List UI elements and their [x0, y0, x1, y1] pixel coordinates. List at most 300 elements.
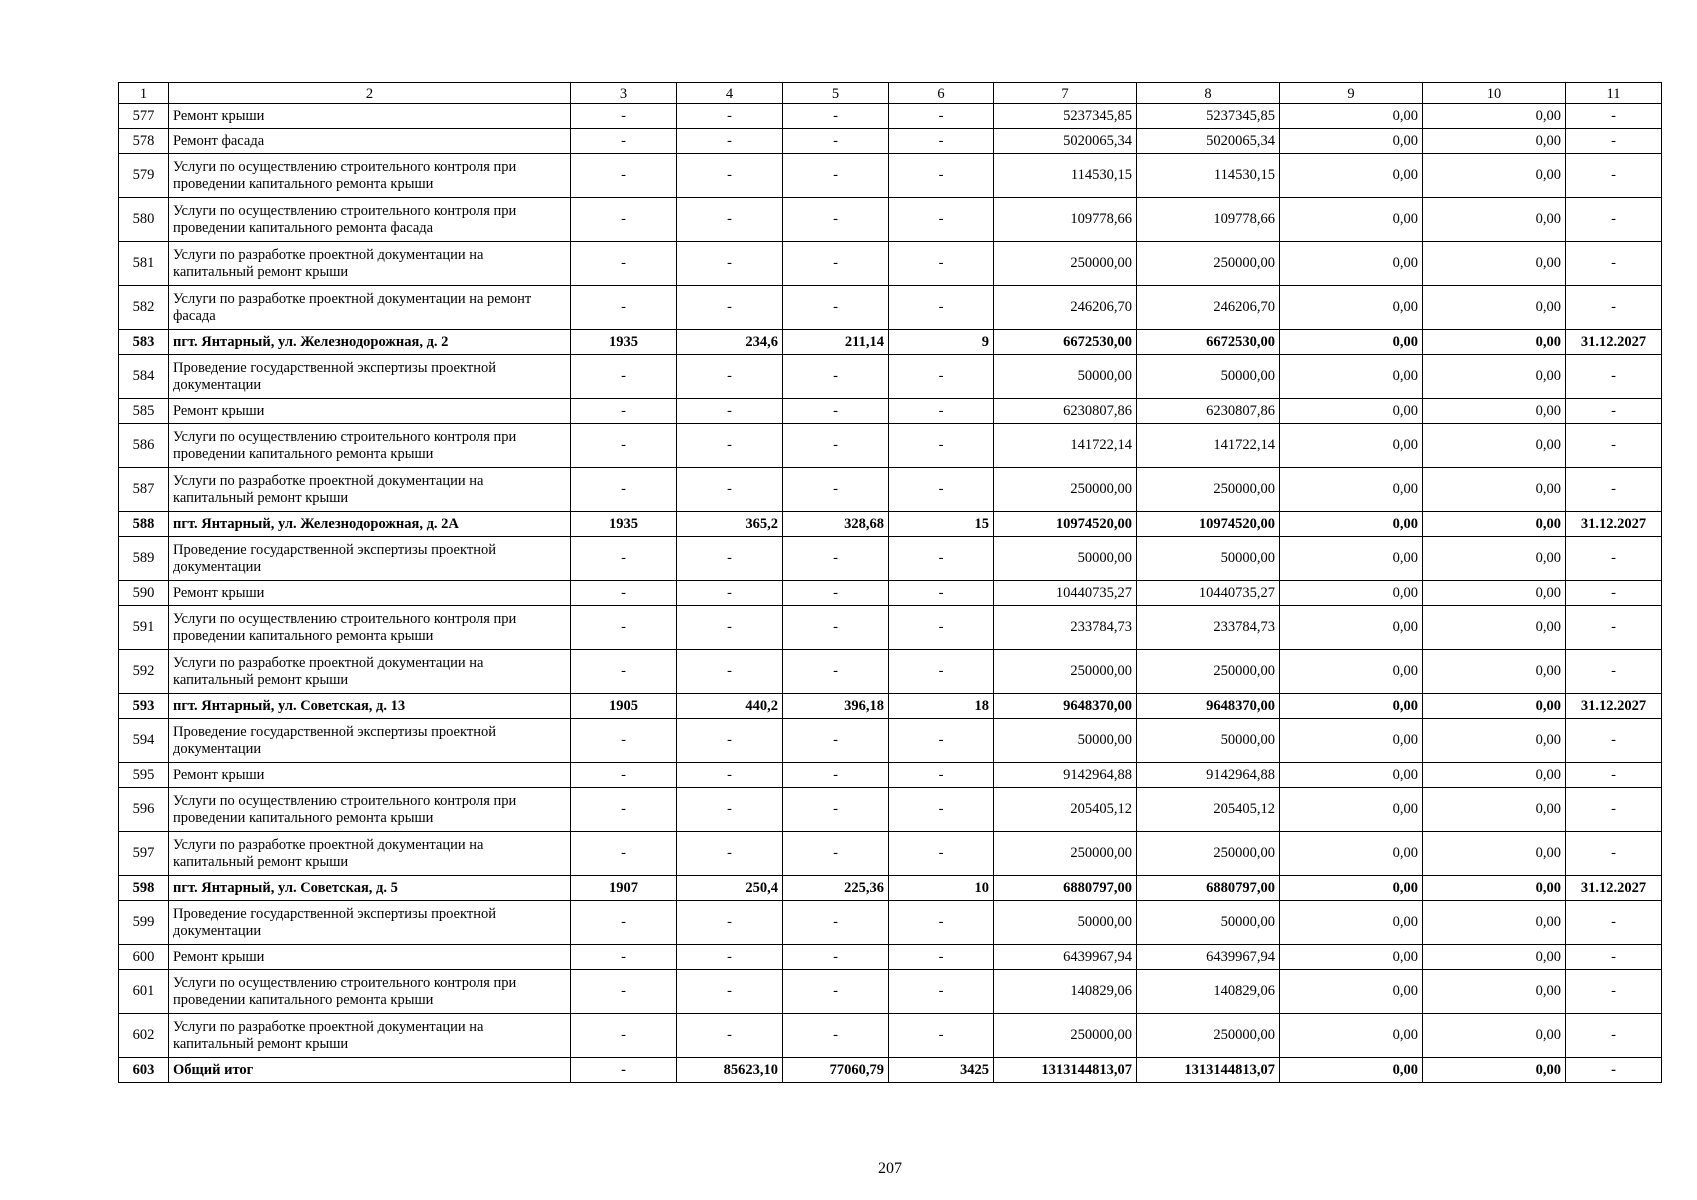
row-number: 581	[119, 242, 169, 286]
cell-col-11: -	[1566, 581, 1662, 606]
table-row	[119, 606, 1662, 650]
cell-col-8: 6880797,00	[1137, 876, 1280, 901]
work-description: Проведение государственной экспертизы проектной документации	[169, 537, 571, 581]
cell-col-4: -	[677, 537, 783, 581]
work-description: Услуги по осуществлению строительного контроля при проведении капитального ремонта крыши	[169, 788, 571, 832]
cell-col-4: -	[677, 945, 783, 970]
cell-col-9: 0,00	[1280, 606, 1423, 650]
cell-col-8: 140829,06	[1137, 970, 1280, 1014]
cell-col-11: -	[1566, 1058, 1662, 1083]
work-description: пгт. Янтарный, ул. Железнодорожная, д. 2	[169, 330, 571, 355]
row-number: 603	[119, 1058, 169, 1083]
cell-col-7: 246206,70	[994, 286, 1137, 330]
cell-col-10: 0,00	[1423, 901, 1566, 945]
cell-col-7: 6672530,00	[994, 330, 1137, 355]
cell-col-10: 0,00	[1423, 242, 1566, 286]
cell-col-4: -	[677, 242, 783, 286]
cell-col-10: 0,00	[1423, 581, 1566, 606]
cell-col-9: 0,00	[1280, 468, 1423, 512]
cell-col-4: 440,2	[677, 694, 783, 719]
table-row	[119, 198, 1662, 242]
cell-col-6: -	[889, 788, 994, 832]
cell-col-3: -	[571, 198, 677, 242]
table-row	[119, 154, 1662, 198]
cell-col-11: -	[1566, 104, 1662, 129]
cell-col-11: -	[1566, 468, 1662, 512]
cell-col-4: -	[677, 970, 783, 1014]
page-number: 207	[878, 1160, 902, 1177]
column-number-header-row	[119, 83, 1662, 104]
cell-col-8: 114530,15	[1137, 154, 1280, 198]
row-number: 582	[119, 286, 169, 330]
row-number: 583	[119, 330, 169, 355]
row-number: 601	[119, 970, 169, 1014]
cell-col-7: 250000,00	[994, 650, 1137, 694]
cell-col-8: 5237345,85	[1137, 104, 1280, 129]
cell-col-11: -	[1566, 901, 1662, 945]
cell-col-7: 114530,15	[994, 154, 1137, 198]
cell-col-3: -	[571, 606, 677, 650]
cell-col-3: -	[571, 399, 677, 424]
row-number: 595	[119, 763, 169, 788]
table-row	[119, 581, 1662, 606]
cell-col-7: 50000,00	[994, 719, 1137, 763]
table-row	[119, 650, 1662, 694]
cell-col-7: 141722,14	[994, 424, 1137, 468]
col-header-5: 5	[783, 83, 889, 104]
cell-col-9: 0,00	[1280, 650, 1423, 694]
cell-col-5: 396,18	[783, 694, 889, 719]
cell-col-4: -	[677, 606, 783, 650]
cell-col-11: -	[1566, 129, 1662, 154]
table-row	[119, 832, 1662, 876]
table-row	[119, 424, 1662, 468]
cell-col-4: -	[677, 399, 783, 424]
row-number: 592	[119, 650, 169, 694]
cell-col-5: -	[783, 537, 889, 581]
cell-col-3: 1935	[571, 512, 677, 537]
table-body	[119, 83, 1662, 1083]
cell-col-5: -	[783, 424, 889, 468]
cell-col-6: 10	[889, 876, 994, 901]
cell-col-3: 1905	[571, 694, 677, 719]
cell-col-3: -	[571, 129, 677, 154]
cell-col-7: 1313144813,07	[994, 1058, 1137, 1083]
cell-col-4: -	[677, 154, 783, 198]
work-description: Проведение государственной экспертизы проектной документации	[169, 719, 571, 763]
cell-col-7: 50000,00	[994, 537, 1137, 581]
work-description: пгт. Янтарный, ул. Советская, д. 5	[169, 876, 571, 901]
cell-col-8: 6230807,86	[1137, 399, 1280, 424]
cell-col-5: -	[783, 104, 889, 129]
cell-col-8: 10974520,00	[1137, 512, 1280, 537]
work-description: Услуги по разработке проектной документации на капитальный ремонт крыши	[169, 468, 571, 512]
col-header-4: 4	[677, 83, 783, 104]
address-row	[119, 876, 1662, 901]
cell-col-4: -	[677, 424, 783, 468]
cell-col-11: 31.12.2027	[1566, 694, 1662, 719]
row-number: 589	[119, 537, 169, 581]
cell-col-8: 250000,00	[1137, 468, 1280, 512]
cell-col-5: -	[783, 355, 889, 399]
cell-col-8: 6672530,00	[1137, 330, 1280, 355]
col-header-3: 3	[571, 83, 677, 104]
cell-col-9: 0,00	[1280, 1058, 1423, 1083]
work-description: Ремонт крыши	[169, 763, 571, 788]
table-row	[119, 945, 1662, 970]
cell-col-5: -	[783, 154, 889, 198]
cell-col-6: 15	[889, 512, 994, 537]
cell-col-4: -	[677, 901, 783, 945]
work-description: Услуги по разработке проектной документации на капитальный ремонт крыши	[169, 242, 571, 286]
cell-col-10: 0,00	[1423, 537, 1566, 581]
cell-col-9: 0,00	[1280, 719, 1423, 763]
cell-col-9: 0,00	[1280, 581, 1423, 606]
row-number: 590	[119, 581, 169, 606]
cell-col-5: -	[783, 581, 889, 606]
work-description: Услуги по осуществлению строительного контроля при проведении капитального ремонта крыши	[169, 606, 571, 650]
row-number: 602	[119, 1014, 169, 1058]
cell-col-5: -	[783, 970, 889, 1014]
cell-col-6: -	[889, 198, 994, 242]
cell-col-6: -	[889, 1014, 994, 1058]
cell-col-6: -	[889, 945, 994, 970]
work-description: Услуги по осуществлению строительного контроля при проведении капитального ремонта крыши	[169, 154, 571, 198]
table-row	[119, 719, 1662, 763]
cell-col-8: 50000,00	[1137, 719, 1280, 763]
cell-col-11: -	[1566, 399, 1662, 424]
cell-col-4: -	[677, 198, 783, 242]
cell-col-3: -	[571, 242, 677, 286]
cell-col-9: 0,00	[1280, 198, 1423, 242]
cell-col-11: -	[1566, 650, 1662, 694]
cell-col-4: -	[677, 1014, 783, 1058]
cell-col-4: -	[677, 719, 783, 763]
cell-col-3: -	[571, 763, 677, 788]
row-number: 587	[119, 468, 169, 512]
cell-col-10: 0,00	[1423, 468, 1566, 512]
cell-col-5: 77060,79	[783, 1058, 889, 1083]
cell-col-7: 50000,00	[994, 901, 1137, 945]
cell-col-9: 0,00	[1280, 286, 1423, 330]
cell-col-9: 0,00	[1280, 399, 1423, 424]
cell-col-6: -	[889, 970, 994, 1014]
cell-col-9: 0,00	[1280, 355, 1423, 399]
cell-col-11: 31.12.2027	[1566, 876, 1662, 901]
cell-col-8: 50000,00	[1137, 355, 1280, 399]
cell-col-7: 10974520,00	[994, 512, 1137, 537]
cell-col-4: -	[677, 832, 783, 876]
cell-col-6: -	[889, 424, 994, 468]
table-row	[119, 242, 1662, 286]
cell-col-8: 50000,00	[1137, 901, 1280, 945]
cell-col-4: -	[677, 129, 783, 154]
cell-col-11: 31.12.2027	[1566, 512, 1662, 537]
cell-col-3: -	[571, 355, 677, 399]
cell-col-8: 233784,73	[1137, 606, 1280, 650]
table-row	[119, 286, 1662, 330]
cell-col-5: -	[783, 198, 889, 242]
cell-col-7: 250000,00	[994, 468, 1137, 512]
cell-col-3: -	[571, 1058, 677, 1083]
cell-col-7: 5020065,34	[994, 129, 1137, 154]
cell-col-8: 9648370,00	[1137, 694, 1280, 719]
cell-col-10: 0,00	[1423, 286, 1566, 330]
table-row	[119, 129, 1662, 154]
cell-col-10: 0,00	[1423, 129, 1566, 154]
cell-col-7: 5237345,85	[994, 104, 1137, 129]
cell-col-10: 0,00	[1423, 154, 1566, 198]
total-row	[119, 1058, 1662, 1083]
cell-col-3: -	[571, 650, 677, 694]
cell-col-9: 0,00	[1280, 901, 1423, 945]
cell-col-3: -	[571, 832, 677, 876]
cell-col-7: 6880797,00	[994, 876, 1137, 901]
work-description: Услуги по разработке проектной документации на капитальный ремонт крыши	[169, 1014, 571, 1058]
cell-col-3: -	[571, 1014, 677, 1058]
cell-col-9: 0,00	[1280, 129, 1423, 154]
cell-col-4: 365,2	[677, 512, 783, 537]
cell-col-8: 5020065,34	[1137, 129, 1280, 154]
cell-col-3: -	[571, 788, 677, 832]
work-description: Услуги по осуществлению строительного контроля при проведении капитального ремонта крыши	[169, 970, 571, 1014]
cell-col-5: -	[783, 945, 889, 970]
work-description: пгт. Янтарный, ул. Советская, д. 13	[169, 694, 571, 719]
cell-col-6: -	[889, 355, 994, 399]
cell-col-4: -	[677, 468, 783, 512]
cell-col-7: 250000,00	[994, 242, 1137, 286]
cell-col-5: -	[783, 832, 889, 876]
cell-col-5: -	[783, 788, 889, 832]
address-row	[119, 512, 1662, 537]
cell-col-6: -	[889, 468, 994, 512]
cell-col-9: 0,00	[1280, 1014, 1423, 1058]
col-header-11: 11	[1566, 83, 1662, 104]
cell-col-10: 0,00	[1423, 512, 1566, 537]
cell-col-9: 0,00	[1280, 330, 1423, 355]
cell-col-10: 0,00	[1423, 719, 1566, 763]
cell-col-7: 50000,00	[994, 355, 1137, 399]
cell-col-10: 0,00	[1423, 399, 1566, 424]
cell-col-9: 0,00	[1280, 832, 1423, 876]
cell-col-9: 0,00	[1280, 537, 1423, 581]
cell-col-6: -	[889, 650, 994, 694]
cell-col-11: -	[1566, 832, 1662, 876]
cell-col-9: 0,00	[1280, 788, 1423, 832]
cell-col-7: 205405,12	[994, 788, 1137, 832]
col-header-2: 2	[169, 83, 571, 104]
cell-col-10: 0,00	[1423, 330, 1566, 355]
col-header-9: 9	[1280, 83, 1423, 104]
cell-col-7: 6439967,94	[994, 945, 1137, 970]
cell-col-4: -	[677, 581, 783, 606]
cell-col-3: -	[571, 104, 677, 129]
cell-col-5: -	[783, 901, 889, 945]
work-description: пгт. Янтарный, ул. Железнодорожная, д. 2А	[169, 512, 571, 537]
col-header-6: 6	[889, 83, 994, 104]
cell-col-3: -	[571, 581, 677, 606]
row-number: 579	[119, 154, 169, 198]
cell-col-6: -	[889, 719, 994, 763]
cell-col-11: -	[1566, 424, 1662, 468]
cell-col-9: 0,00	[1280, 876, 1423, 901]
col-header-8: 8	[1137, 83, 1280, 104]
row-number: 588	[119, 512, 169, 537]
address-row	[119, 330, 1662, 355]
table-row	[119, 537, 1662, 581]
cell-col-3: -	[571, 537, 677, 581]
cell-col-8: 250000,00	[1137, 1014, 1280, 1058]
cell-col-4: 234,6	[677, 330, 783, 355]
work-description: Ремонт крыши	[169, 581, 571, 606]
cell-col-10: 0,00	[1423, 198, 1566, 242]
cell-col-5: -	[783, 286, 889, 330]
cell-col-8: 250000,00	[1137, 832, 1280, 876]
cell-col-7: 109778,66	[994, 198, 1137, 242]
cell-col-4: 250,4	[677, 876, 783, 901]
work-description: Ремонт крыши	[169, 945, 571, 970]
cell-col-8: 250000,00	[1137, 242, 1280, 286]
cell-col-9: 0,00	[1280, 242, 1423, 286]
cell-col-6: -	[889, 242, 994, 286]
cell-col-11: -	[1566, 242, 1662, 286]
cell-col-6: 9	[889, 330, 994, 355]
cell-col-11: -	[1566, 355, 1662, 399]
cell-col-5: -	[783, 399, 889, 424]
work-description: Ремонт крыши	[169, 399, 571, 424]
work-description: Услуги по разработке проектной документации на ремонт фасада	[169, 286, 571, 330]
cell-col-5: 211,14	[783, 330, 889, 355]
cell-col-4: -	[677, 104, 783, 129]
cell-col-8: 10440735,27	[1137, 581, 1280, 606]
cell-col-8: 6439967,94	[1137, 945, 1280, 970]
cell-col-5: -	[783, 719, 889, 763]
cell-col-3: -	[571, 424, 677, 468]
table-row	[119, 970, 1662, 1014]
cell-col-10: 0,00	[1423, 876, 1566, 901]
work-description: Услуги по разработке проектной документации на капитальный ремонт крыши	[169, 832, 571, 876]
cell-col-6: -	[889, 286, 994, 330]
cell-col-11: -	[1566, 1014, 1662, 1058]
cell-col-3: -	[571, 286, 677, 330]
cell-col-6: -	[889, 763, 994, 788]
cell-col-10: 0,00	[1423, 763, 1566, 788]
cell-col-6: -	[889, 399, 994, 424]
cell-col-8: 141722,14	[1137, 424, 1280, 468]
cell-col-11: -	[1566, 788, 1662, 832]
col-header-7: 7	[994, 83, 1137, 104]
cell-col-5: -	[783, 242, 889, 286]
cell-col-3: 1907	[571, 876, 677, 901]
cell-col-8: 9142964,88	[1137, 763, 1280, 788]
table-row	[119, 468, 1662, 512]
row-number: 594	[119, 719, 169, 763]
cell-col-9: 0,00	[1280, 945, 1423, 970]
cell-col-11: -	[1566, 606, 1662, 650]
row-number: 597	[119, 832, 169, 876]
cell-col-11: -	[1566, 719, 1662, 763]
cell-col-10: 0,00	[1423, 788, 1566, 832]
cell-col-3: -	[571, 719, 677, 763]
table-row	[119, 763, 1662, 788]
cell-col-5: -	[783, 129, 889, 154]
cell-col-9: 0,00	[1280, 154, 1423, 198]
cell-col-4: -	[677, 286, 783, 330]
cell-col-9: 0,00	[1280, 763, 1423, 788]
cell-col-6: -	[889, 537, 994, 581]
work-description: Общий итог	[169, 1058, 571, 1083]
cell-col-11: 31.12.2027	[1566, 330, 1662, 355]
cell-col-6: -	[889, 901, 994, 945]
cell-col-10: 0,00	[1423, 650, 1566, 694]
address-row	[119, 694, 1662, 719]
cell-col-6: -	[889, 606, 994, 650]
cell-col-10: 0,00	[1423, 424, 1566, 468]
work-description: Услуги по осуществлению строительного контроля при проведении капитального ремонта фасада	[169, 198, 571, 242]
table-row	[119, 399, 1662, 424]
cell-col-9: 0,00	[1280, 512, 1423, 537]
cell-col-8: 246206,70	[1137, 286, 1280, 330]
cell-col-6: 18	[889, 694, 994, 719]
cell-col-3: -	[571, 901, 677, 945]
cell-col-11: -	[1566, 763, 1662, 788]
cell-col-10: 0,00	[1423, 694, 1566, 719]
row-number: 584	[119, 355, 169, 399]
cell-col-11: -	[1566, 537, 1662, 581]
cell-col-8: 250000,00	[1137, 650, 1280, 694]
cell-col-6: -	[889, 154, 994, 198]
cell-col-3: -	[571, 945, 677, 970]
table-row	[119, 104, 1662, 129]
cell-col-10: 0,00	[1423, 104, 1566, 129]
cell-col-10: 0,00	[1423, 606, 1566, 650]
cell-col-5: -	[783, 763, 889, 788]
cell-col-4: 85623,10	[677, 1058, 783, 1083]
cell-col-9: 0,00	[1280, 424, 1423, 468]
row-number: 585	[119, 399, 169, 424]
cell-col-4: -	[677, 763, 783, 788]
row-number: 600	[119, 945, 169, 970]
cell-col-3: -	[571, 970, 677, 1014]
cell-col-7: 9142964,88	[994, 763, 1137, 788]
row-number: 599	[119, 901, 169, 945]
cell-col-6: 3425	[889, 1058, 994, 1083]
cell-col-8: 205405,12	[1137, 788, 1280, 832]
row-number: 580	[119, 198, 169, 242]
cell-col-5: -	[783, 606, 889, 650]
cell-col-6: -	[889, 581, 994, 606]
work-description: Услуги по разработке проектной документации на капитальный ремонт крыши	[169, 650, 571, 694]
cell-col-11: -	[1566, 198, 1662, 242]
work-description: Ремонт крыши	[169, 104, 571, 129]
cell-col-9: 0,00	[1280, 694, 1423, 719]
cell-col-10: 0,00	[1423, 970, 1566, 1014]
cell-col-8: 50000,00	[1137, 537, 1280, 581]
col-header-1: 1	[119, 83, 169, 104]
capital-repair-table	[118, 82, 1662, 1083]
row-number: 598	[119, 876, 169, 901]
row-number: 586	[119, 424, 169, 468]
cell-col-4: -	[677, 355, 783, 399]
cell-col-9: 0,00	[1280, 970, 1423, 1014]
cell-col-11: -	[1566, 945, 1662, 970]
cell-col-7: 140829,06	[994, 970, 1137, 1014]
table-row	[119, 901, 1662, 945]
cell-col-5: -	[783, 1014, 889, 1058]
row-number: 591	[119, 606, 169, 650]
cell-col-7: 250000,00	[994, 832, 1137, 876]
work-description: Ремонт фасада	[169, 129, 571, 154]
